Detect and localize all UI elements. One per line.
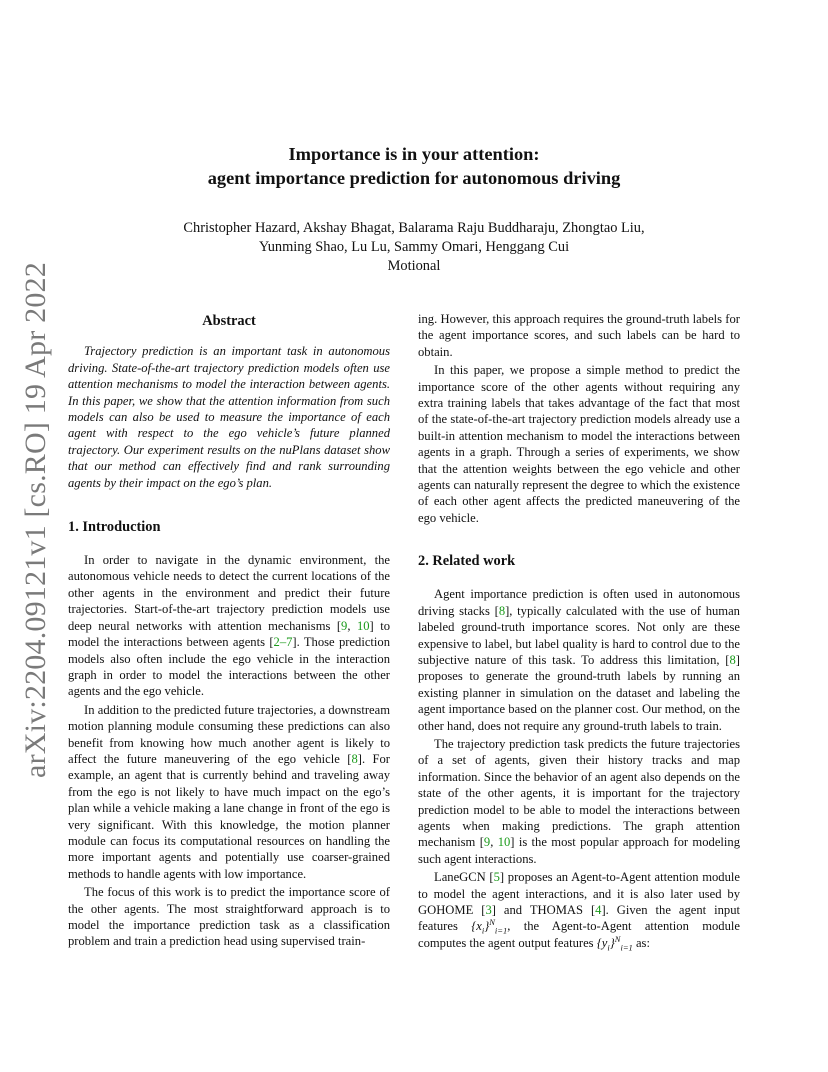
intro-paragraph-1: In order to navigate in the dynamic environment, the autonomous vehicle needs to detect the current locations of the other agents in the environment and predict their future trajectories. Start-of-the-art trajectory prediction models use deep neural networks with attention mechanisms [9, 10] to model the interactions between agents [2–7]. Those prediction models also often include the ego vehicle in the interaction graph in order to model the interactions between the other agents and the ego vehicle.: [68, 553, 391, 699]
citation-link[interactable]: 10: [356, 618, 370, 633]
related-paragraph-1: Agent importance prediction is often used in autonomous driving stacks [8], typically calculated with the use of human labeled ground-truth importance scores. Not only are these expensive to label, but label quality is hard to control due to the subjective nature of this task. To address this limitation, [8] proposes to generate the ground-truth labels by running an existing planner in simulation on the dataset and labeling the agent importance based on the planner cost. Our method, on the other hand, does not require any ground-truth labels to train.: [418, 587, 740, 733]
intro-continuation: ing. However, this approach requires the ground-truth labels for the agent importance scores, and such labels can be hard to obtain.: [418, 312, 740, 359]
authors-line-1: Christopher Hazard, Akshay Bhagat, Balarama Raju Buddharaju, Zhongtao Liu,: [183, 220, 645, 236]
right-column: [418, 311, 740, 951]
citation-link[interactable]: 9: [341, 618, 348, 633]
arxiv-identifier-text: arXiv:2204.09121v1 [cs.RO] 19 Apr 2022: [19, 262, 53, 778]
abstract-text: Trajectory prediction is an important task in autonomous driving. State-of-the-art trajectory prediction models often use attention mechanisms to model the interaction between agents. In this paper, we show that the attention information from such models can also be used to measure the importance of each agent with respect to the ego vehicle’s future planned trajectory. Our experiment results on the nuPlans dataset show that our method can effectively find and rank surrounding agents by their impact on the ego’s plan.: [68, 344, 390, 490]
intro-paragraph-3: The focus of this work is to predict the importance score of the other agents. The most straightforward approach is to model the importance prediction task as a classification problem and train a prediction head using supervised train-: [68, 885, 390, 949]
intro-paragraph-4: In this paper, we propose a simple method to predict the importance score of the other agents without requiring any extra training labels that takes advantage of the fact that most of the state-of-the-art trajectory prediction models already use a built-in attention mechanism to model the interactions between agents in a graph. Through a series of experiments, we show that the attention weights between the ego vehicle and other agents can naturally represent the degree to which the existence of each other agent affects the predicted maneuvering of the ego vehicle.: [418, 363, 740, 525]
introduction-heading: 1. Introduction: [68, 519, 161, 536]
citation-link[interactable]: 3: [485, 903, 492, 917]
citation-link[interactable]: 8: [729, 652, 736, 667]
citation-link[interactable]: 8: [351, 751, 358, 766]
abstract-heading: Abstract: [202, 313, 256, 329]
citation-link[interactable]: 2–7: [273, 635, 293, 650]
title-line-1: Importance is in your attention:: [288, 144, 540, 164]
intro-paragraph-2: In addition to the predicted future trajectories, a downstream motion planning module consuming these predictions can also benefit from knowing how much another agent is likely to affect the future maneuvering of the ego vehicle [8]. For example, an agent that is currently behind and traveling away from the ego is not likely to have much impact on the ego’s plan while a vehicle making a lane change in front of the ego is very significant. With this knowledge, the motion planner module can focus its computational resources on handling the more important agents and potentially use coarser-grained methods to handle agents with low importance.: [68, 702, 390, 881]
author-block: [100, 219, 728, 276]
citation-link[interactable]: 8: [498, 603, 506, 618]
math-input-features: $\{x_i\}^N_{i=1}$: [471, 917, 508, 936]
affiliation: Motional: [387, 258, 441, 274]
related-paragraph-3: LaneGCN [5] proposes an Agent-to-Agent attention module to model the agent interactions, and it is also later used by GOHOME [3] and THOMAS [4]. Given the agent input features $\{x_i\}^N_{i=1}$, the Agent-to-Agent attention module computes the agent output features $\{y_i\}^N_{i=1}$ as:: [418, 870, 741, 953]
citation-link[interactable]: 5: [493, 870, 500, 885]
citation-link[interactable]: 4: [595, 903, 602, 917]
citation-link[interactable]: 9: [483, 835, 491, 850]
citation-link[interactable]: 10: [497, 835, 511, 850]
title-line-2: agent importance prediction for autonomous driving: [207, 168, 621, 188]
authors-line-2: Yunming Shao, Lu Lu, Sammy Omari, Henggang Cui: [258, 239, 570, 255]
left-column: [68, 311, 390, 950]
paper-title: [120, 142, 708, 190]
related-paragraph-2: The trajectory prediction task predicts the future trajectories of a set of agents, given their history tracks and map information. Since the behavior of an agent also depends on the state of the other agents, it is important for the trajectory prediction model to be able to model the interactions between agents when making predictions. The graph attention mechanism [9, 10] is the most popular approach for modeling such agent interactions.: [418, 736, 741, 866]
arxiv-identifier: [16, 262, 56, 778]
math-output-features: $\{y_i\}^N_{i=1}$: [596, 933, 633, 953]
related-work-heading: 2. Related work: [418, 553, 516, 570]
